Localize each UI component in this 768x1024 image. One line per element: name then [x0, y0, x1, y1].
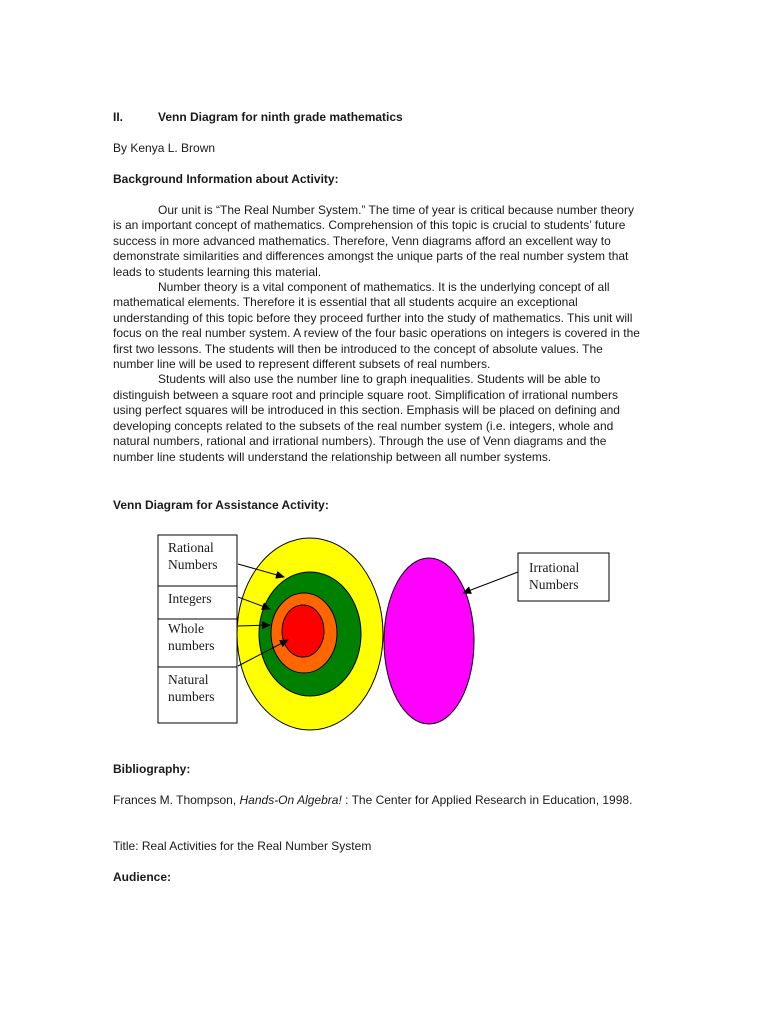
natural-label: Natural numbers	[168, 672, 215, 704]
integers-label: Integers	[168, 591, 212, 606]
background-paragraph-3: Students will also use the number line to graph inequalities. Students will be able to distinguish between a square root and principle square root. Simplification of irrational numbers using perfect squares will be introduced in this section. Emphasis will be placed on defining and developing concepts related to the subsets of the real number system (i.e. integers, whole and natural numbers, rational and irrational numbers). Through the use of Venn diagrams and the number line students will understand the relationship between all number systems.	[113, 372, 620, 464]
whole-label: Whole numbers	[168, 621, 215, 653]
arrow-irrational	[463, 572, 518, 593]
natural-circle	[282, 605, 324, 657]
author-line: By Kenya L. Brown	[113, 141, 216, 155]
page-title: Venn Diagram for ninth grade mathematics	[158, 110, 403, 124]
bibliography-author: Frances M. Thompson,	[113, 793, 240, 807]
bibliography-heading: Bibliography:	[113, 762, 191, 776]
background-paragraph-1: Our unit is “The Real Number System.” The time of year is critical because number theory is an important concept of mathematics. Comprehension of this topic is crucial to students’ future success in more advanced mathematics. Therefore, Venn diagrams afford an excellent way to demonstrate similarities and differences amongst the unique parts of the real number system that leads to students learning this material.	[113, 203, 634, 279]
bibliography-entry	[113, 793, 653, 808]
section-number: II.	[113, 110, 124, 124]
activity-title-line: Title: Real Activities for the Real Number System	[113, 839, 372, 853]
bibliography-book-title: Hands-On Algebra!	[239, 793, 342, 807]
background-heading: Background Information about Activity:	[113, 172, 339, 186]
irrational-label: Irrational Numbers	[529, 560, 580, 592]
diagram-heading: Venn Diagram for Assistance Activity:	[113, 498, 329, 512]
rational-label: Rational Numbers	[168, 540, 218, 572]
background-paragraph-2: Number theory is a vital component of mathematics. It is the underlying concept of all mathematical elements. Therefore it is essential that all students acquire an exceptional understanding of this topic before they proceed further into the study of mathematics. This unit will focus on the real number system. A review of the four basic operations on integers is covered in the first two lessons. The students will then be introduced to the concept of absolute values. The number line will be used to represent different subsets of real numbers.	[113, 280, 640, 372]
audience-heading: Audience:	[113, 870, 172, 884]
bibliography-publisher: : The Center for Applied Research in Education, 1998.	[341, 793, 633, 807]
irrational-ellipse	[384, 558, 474, 724]
